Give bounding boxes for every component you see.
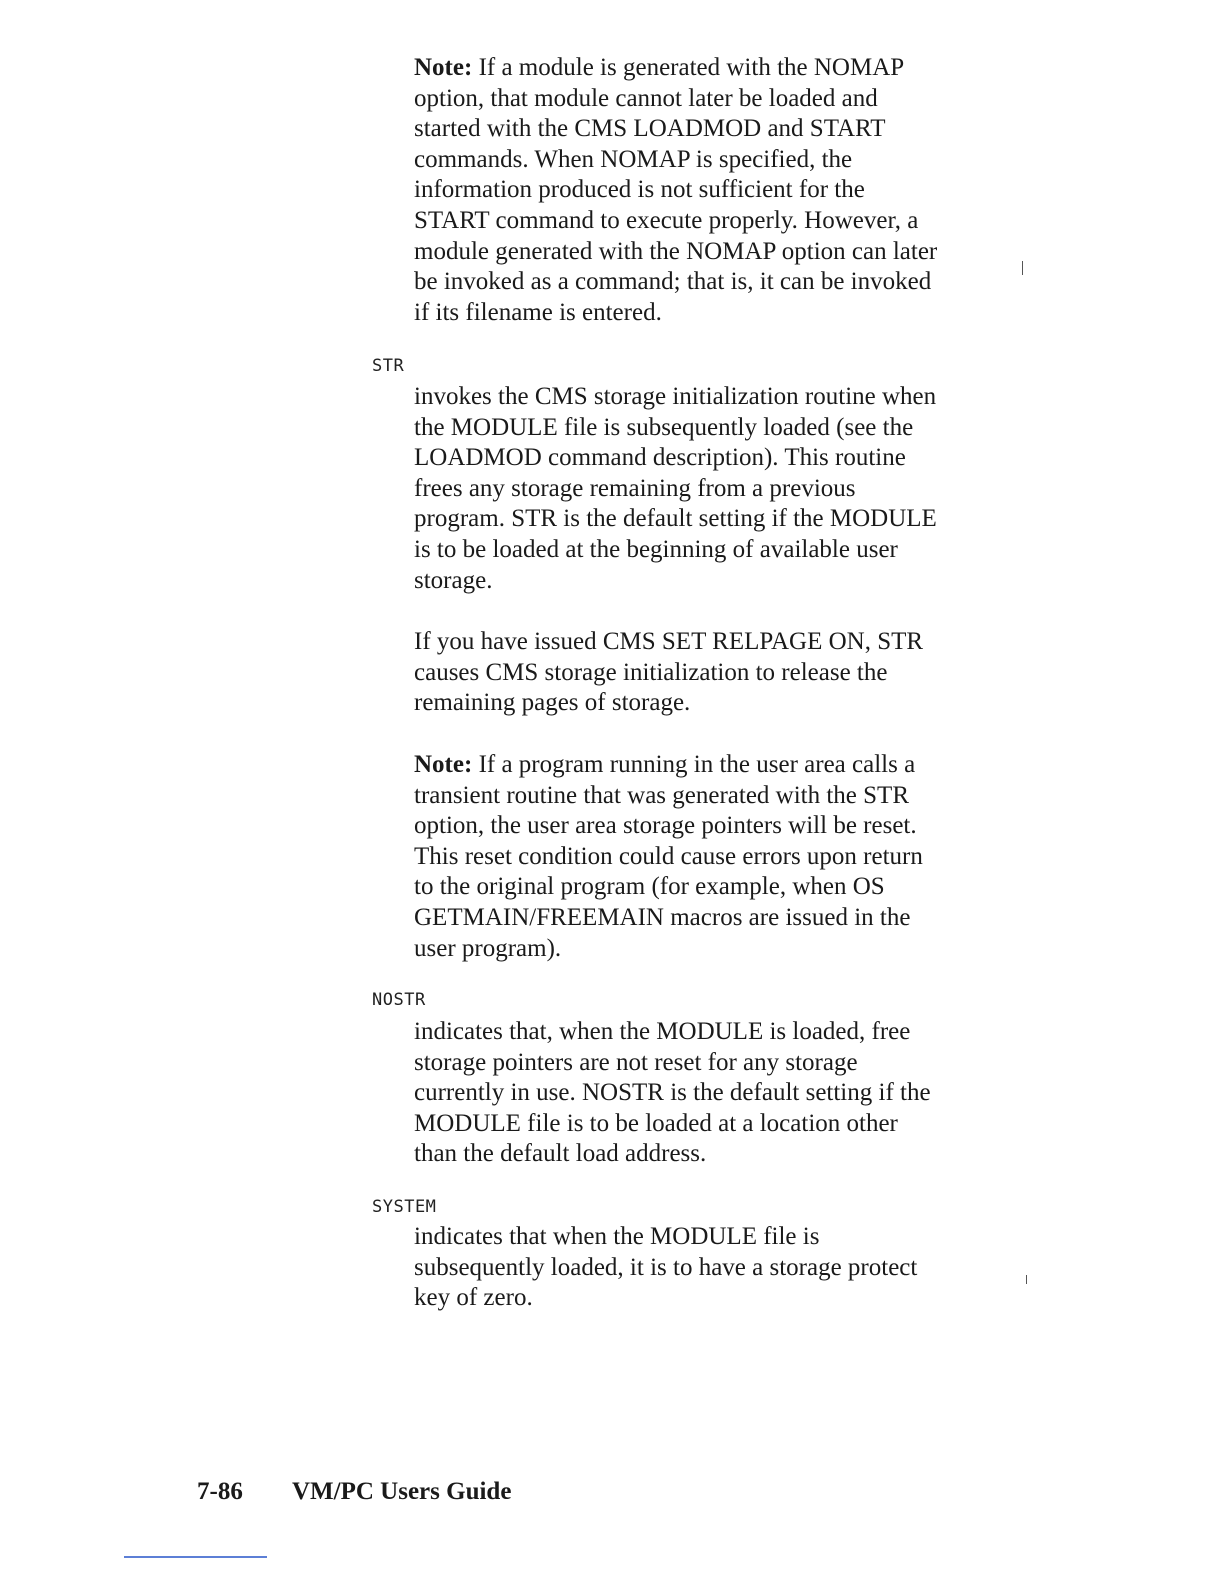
note-line: option, that module cannot later be loaded and (414, 84, 878, 112)
note-line: Note: If a module is generated with the NOMAP (414, 54, 905, 81)
revision-bar (1026, 1275, 1027, 1284)
description-line: currently in use. NOSTR is the default setting if the (414, 1079, 931, 1107)
note-line: GETMAIN/FREEMAIN macros are issued in the (414, 903, 911, 931)
description-line: storage pointers are not reset for any storage (414, 1048, 858, 1076)
note-line: if its filename is entered. (414, 298, 662, 326)
note-line: transient routine that was generated with the STR (414, 781, 910, 809)
description-line: storage. (414, 566, 493, 594)
description-line: indicates that when the MODULE file is (414, 1223, 820, 1250)
term-system: SYSTEM (372, 1197, 437, 1217)
description-line: is to be loaded at the beginning of available user (414, 535, 898, 563)
page-number: 7-86 (197, 1478, 243, 1505)
nomap-note (414, 53, 1014, 328)
description-line: invokes the CMS storage initialization routine when (414, 383, 937, 410)
note-line: START command to execute properly. However, a (414, 206, 919, 234)
description-line: key of zero. (414, 1284, 533, 1312)
revision-bar (1022, 261, 1023, 275)
note-line: commands. When NOMAP is specified, the (414, 145, 853, 173)
note-line: user program). (414, 934, 562, 962)
description-line: program. STR is the default setting if the MODULE (414, 505, 937, 533)
book-title: VM/PC Users Guide (292, 1478, 512, 1505)
page-footer (197, 1478, 511, 1506)
system-description (414, 1222, 1014, 1314)
bottom-rule (124, 1556, 267, 1558)
description-line: the MODULE file is subsequently loaded (see the (414, 413, 914, 441)
description-line: than the default load address. (414, 1140, 707, 1168)
note-line: to the original program (for example, when OS (414, 873, 885, 901)
description-line: If you have issued CMS SET RELPAGE ON, STR (414, 628, 924, 655)
note-label: Note: (414, 54, 473, 81)
str-description (414, 382, 1014, 596)
description-line: causes CMS storage initialization to release the (414, 658, 888, 686)
note-line: information produced is not sufficient for the (414, 176, 865, 204)
note-label: Note: (414, 751, 473, 778)
description-line: subsequently loaded, it is to have a storage protect (414, 1253, 918, 1281)
note-line: started with the CMS LOADMOD and START (414, 115, 886, 143)
description-line: indicates that, when the MODULE is loaded, free (414, 1018, 911, 1045)
note-line: option, the user area storage pointers will be reset. (414, 812, 917, 840)
description-line: MODULE file is to be loaded at a location other (414, 1109, 898, 1137)
note-line: This reset condition could cause errors upon return (414, 842, 923, 870)
term-nostr: NOSTR (372, 990, 426, 1010)
description-line: frees any storage remaining from a previous (414, 474, 856, 502)
note-line: Note: If a program running in the user area calls a (414, 751, 916, 778)
str-note (414, 750, 1014, 964)
term-str: STR (372, 356, 405, 376)
description-line: remaining pages of storage. (414, 689, 691, 717)
description-line: LOADMOD command description). This routine (414, 444, 906, 472)
str-relpage-paragraph (414, 627, 1014, 719)
note-line: be invoked as a command; that is, it can be invoked (414, 268, 932, 296)
nostr-description (414, 1017, 1014, 1170)
note-line: module generated with the NOMAP option can later (414, 237, 938, 265)
